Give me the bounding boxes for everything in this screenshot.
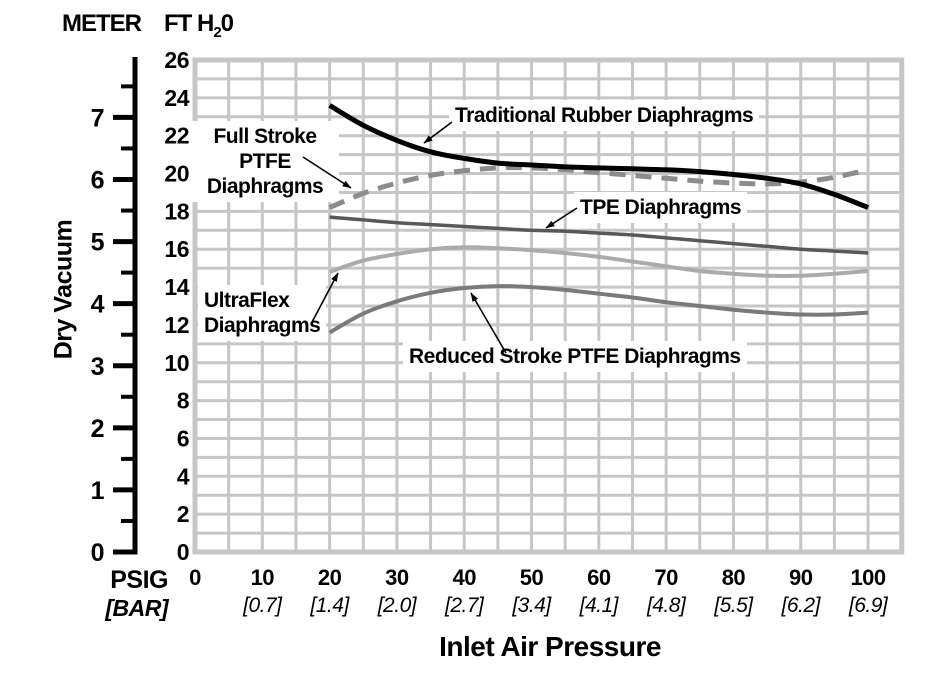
label-full-stroke-ptfe-diaphragms xyxy=(197,124,333,199)
bar-tick-label: [1.4] xyxy=(310,594,349,617)
psig-tick-label: 30 xyxy=(385,565,409,590)
label-traditional-rubber-diaphragms: Traditional Rubber Diaphragms xyxy=(455,104,754,127)
bar-tick-label: [2.7] xyxy=(445,594,484,617)
psig-unit-label: PSIG xyxy=(110,566,168,594)
x-axis-title: Inlet Air Pressure xyxy=(439,631,661,662)
bar-tick-label: [6.2] xyxy=(781,594,820,617)
ft-tick-label: 16 xyxy=(164,236,189,263)
y-axis-title: Dry Vacuum xyxy=(49,219,78,360)
ft-header-suffix: 0 xyxy=(220,10,234,37)
bar-tick-label: [2.0] xyxy=(377,594,417,617)
bar-tick-label: [6.9] xyxy=(848,594,888,617)
psig-tick-label: 90 xyxy=(789,565,813,590)
label-line: Full Stroke xyxy=(213,125,317,148)
ft-tick-label: 12 xyxy=(164,311,189,338)
label-line: Diaphragms xyxy=(206,175,324,198)
ft-tick-label: 8 xyxy=(176,387,189,414)
ft-tick-label: 26 xyxy=(164,47,189,74)
meter-tick-label: 4 xyxy=(90,290,104,319)
ft-h2o-axis-header xyxy=(164,10,233,41)
ft-header-subscript: 2 xyxy=(213,23,221,41)
ft-tick-label: 6 xyxy=(176,425,189,452)
label-ultraflex-diaphragms xyxy=(204,288,320,338)
meter-tick-label: 7 xyxy=(90,104,104,133)
ft-tick-label: 0 xyxy=(176,539,189,565)
meter-tick-label: 0 xyxy=(90,539,104,567)
psig-tick-label: 10 xyxy=(250,565,275,590)
ft-tick-label: 4 xyxy=(176,463,189,490)
ft-tick-label: 18 xyxy=(164,198,189,225)
meter-axis-header: METER xyxy=(62,10,141,37)
ft-tick-label: 22 xyxy=(164,122,189,149)
ft-tick-label: 2 xyxy=(176,501,189,528)
bar-tick-label: [4.1] xyxy=(579,594,619,617)
psig-tick-label: 80 xyxy=(721,565,746,590)
label-line: PTFE xyxy=(239,150,291,173)
bar-tick-label: [4.8] xyxy=(646,594,686,617)
label-reduced-stroke-ptfe-diaphragms: Reduced Stroke PTFE Diaphragms xyxy=(409,345,741,368)
ft-header-prefix: FT H xyxy=(164,10,214,37)
meter-tick-label: 1 xyxy=(90,476,104,505)
meter-tick-label: 3 xyxy=(90,352,104,381)
psig-tick-label: 20 xyxy=(317,565,342,590)
bar-tick-label: [0.7] xyxy=(243,594,282,617)
psig-tick-label: 50 xyxy=(519,565,544,590)
bar-tick-label: [5.5] xyxy=(714,594,753,617)
label-tpe-diaphragms: TPE Diaphragms xyxy=(580,196,742,219)
ft-tick-label: 20 xyxy=(164,160,189,187)
psig-tick-label: 40 xyxy=(452,565,476,590)
label-line: Diaphragms xyxy=(204,314,321,337)
meter-tick-label: 6 xyxy=(90,166,104,195)
psig-tick-label: 70 xyxy=(654,565,678,590)
ft-tick-label: 14 xyxy=(164,274,189,301)
psig-tick-label: 60 xyxy=(587,565,611,590)
meter-tick-label: 2 xyxy=(90,414,104,443)
annotation-arrows-layer xyxy=(303,122,577,353)
label-line: UltraFlex xyxy=(204,289,290,312)
bar-tick-label: [3.4] xyxy=(512,594,551,617)
bar-unit-label: [BAR] xyxy=(105,595,168,621)
ft-tick-label: 10 xyxy=(164,349,189,376)
psig-tick-label: 0 xyxy=(189,565,201,590)
arrow-to-traditional-rubber xyxy=(424,122,452,143)
psig-tick-label: 100 xyxy=(850,565,886,590)
meter-tick-label: 5 xyxy=(90,228,104,257)
ft-tick-label: 24 xyxy=(164,84,189,111)
